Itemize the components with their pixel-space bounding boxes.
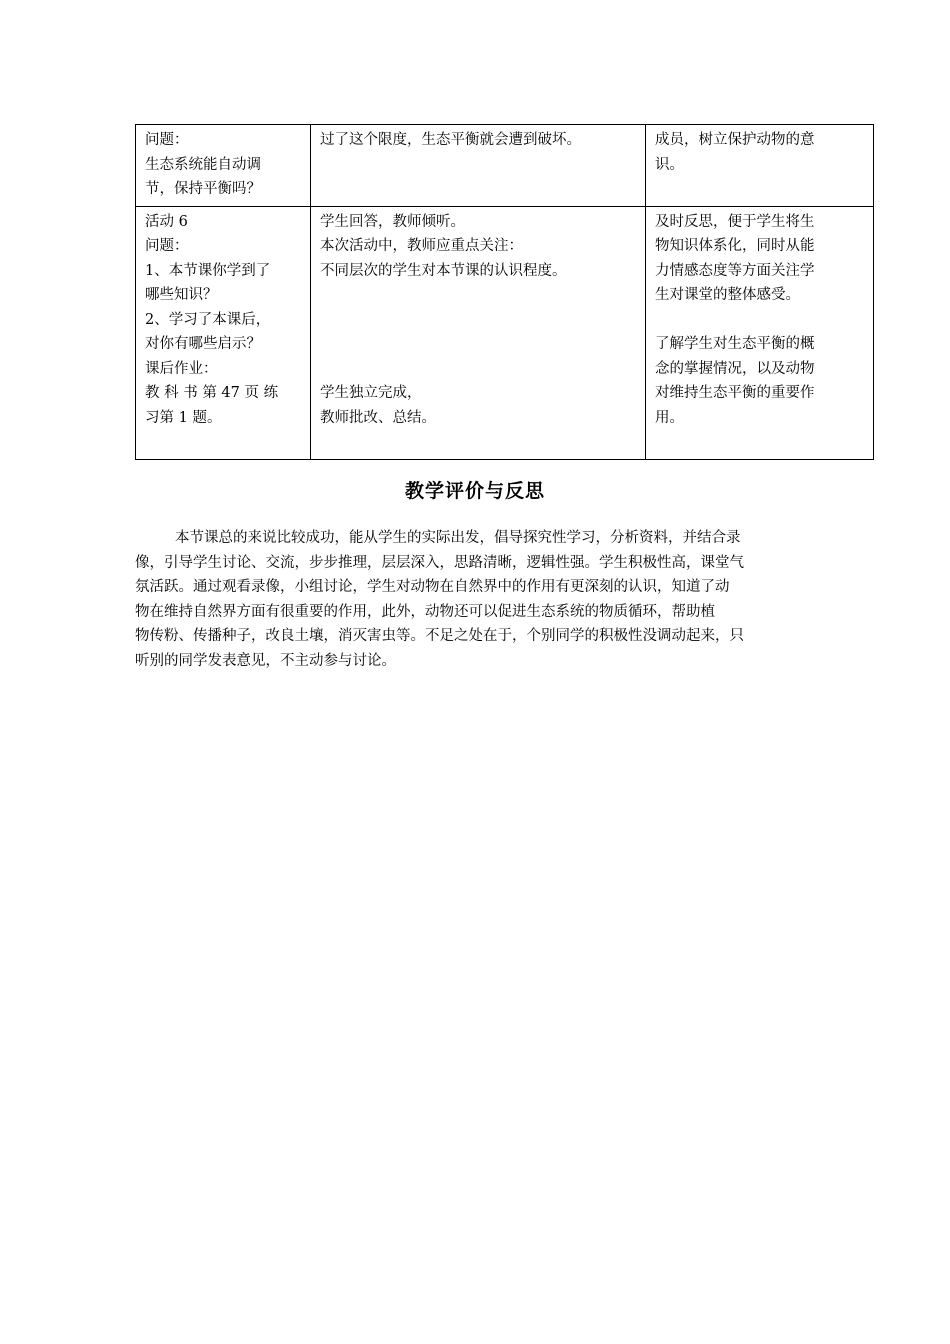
cell-line: 1、本节课你学到了 [145, 262, 271, 279]
cell-spacer [320, 308, 636, 333]
cell-line: 生对课堂的整体感受。 [655, 287, 800, 303]
cell-line: 哪些知识？ [145, 287, 218, 303]
table-row [136, 206, 874, 459]
section-heading: 教学评价与反思 [404, 480, 545, 502]
cell-line: 学生独立完成， [320, 385, 422, 401]
cell-line: 力情感态度等方面关注学 [655, 262, 815, 279]
cell-line: 物知识体系化，同时从能 [655, 238, 815, 254]
cell-line: 不同层次的学生对本节课的认识程度。 [320, 262, 567, 279]
paragraph-line: 氛活跃。通过观看录像，小组讨论，学生对动物在自然界中的作用有更深刻的认识，知道了动 [135, 579, 730, 596]
cell-line: 了解学生对生态平衡的概 [655, 336, 815, 352]
cell-spacer [320, 283, 636, 308]
cell-spacer [145, 430, 301, 455]
cell-line: 节，保持平衡吗？ [145, 181, 261, 197]
paragraph-line: 本节课总的来说比较成功，能从学生的实际出发，倡导探究性学习，分析资料，并结合录 [175, 530, 741, 546]
cell-line: 及时反思，便于学生将生 [655, 213, 815, 230]
cell-line: 用。 [655, 409, 684, 426]
paragraph-line: 物在维持自然界方面有很重要的作用，此外，动物还可以促进生态系统的物质循环，帮助植 [135, 603, 715, 620]
paragraph-line: 像，引导学生讨论、交流，步步推理，层层深入，思路清晰，逻辑性强。学生积极性高，课堂气 [135, 554, 744, 571]
cell-line: 本次活动中，教师应重点关注： [320, 238, 523, 254]
cell-line: 问题： [145, 132, 189, 148]
lesson-table [135, 124, 874, 460]
table-cell-activity [311, 206, 646, 459]
table-cell-activity [311, 125, 646, 207]
cell-spacer [320, 332, 636, 357]
cell-line: 过了这个限度，生态平衡就会遭到破坏。 [320, 132, 581, 148]
cell-line: 问题： [145, 238, 189, 254]
cell-line: 教 科 书 第 47 页 练 [145, 385, 279, 401]
cell-line: 课后作业： [145, 360, 218, 377]
reflection-paragraph [135, 526, 816, 674]
table-cell-intent [646, 206, 874, 459]
cell-line: 习第 1 题。 [145, 409, 222, 426]
cell-line: 对维持生态平衡的重要作 [655, 385, 815, 401]
paragraph-line: 听别的同学发表意见，不主动参与讨论。 [135, 652, 396, 669]
cell-line: 对你有哪些启示？ [145, 336, 261, 352]
cell-line: 教师批改、总结。 [320, 409, 436, 426]
cell-line: 学生回答，教师倾听。 [320, 213, 465, 230]
cell-line: 识。 [655, 156, 684, 173]
cell-line: 成员，树立保护动物的意 [655, 132, 815, 148]
cell-line: 2、学习了本课后， [145, 311, 271, 328]
table-cell-question [136, 206, 311, 459]
cell-line: 活动 6 [145, 213, 188, 230]
table-cell-question [136, 125, 311, 207]
cell-spacer [655, 308, 864, 333]
table-row [136, 125, 874, 207]
cell-line: 念的掌握情况，以及动物 [655, 360, 815, 377]
paragraph-line: 物传粉、传播种子，改良土壤，消灭害虫等。不足之处在于，个别同学的积极性没调动起来，只 [135, 628, 744, 645]
cell-spacer [320, 357, 636, 382]
table-cell-intent [646, 125, 874, 207]
cell-line: 生态系统能自动调 [145, 156, 261, 173]
